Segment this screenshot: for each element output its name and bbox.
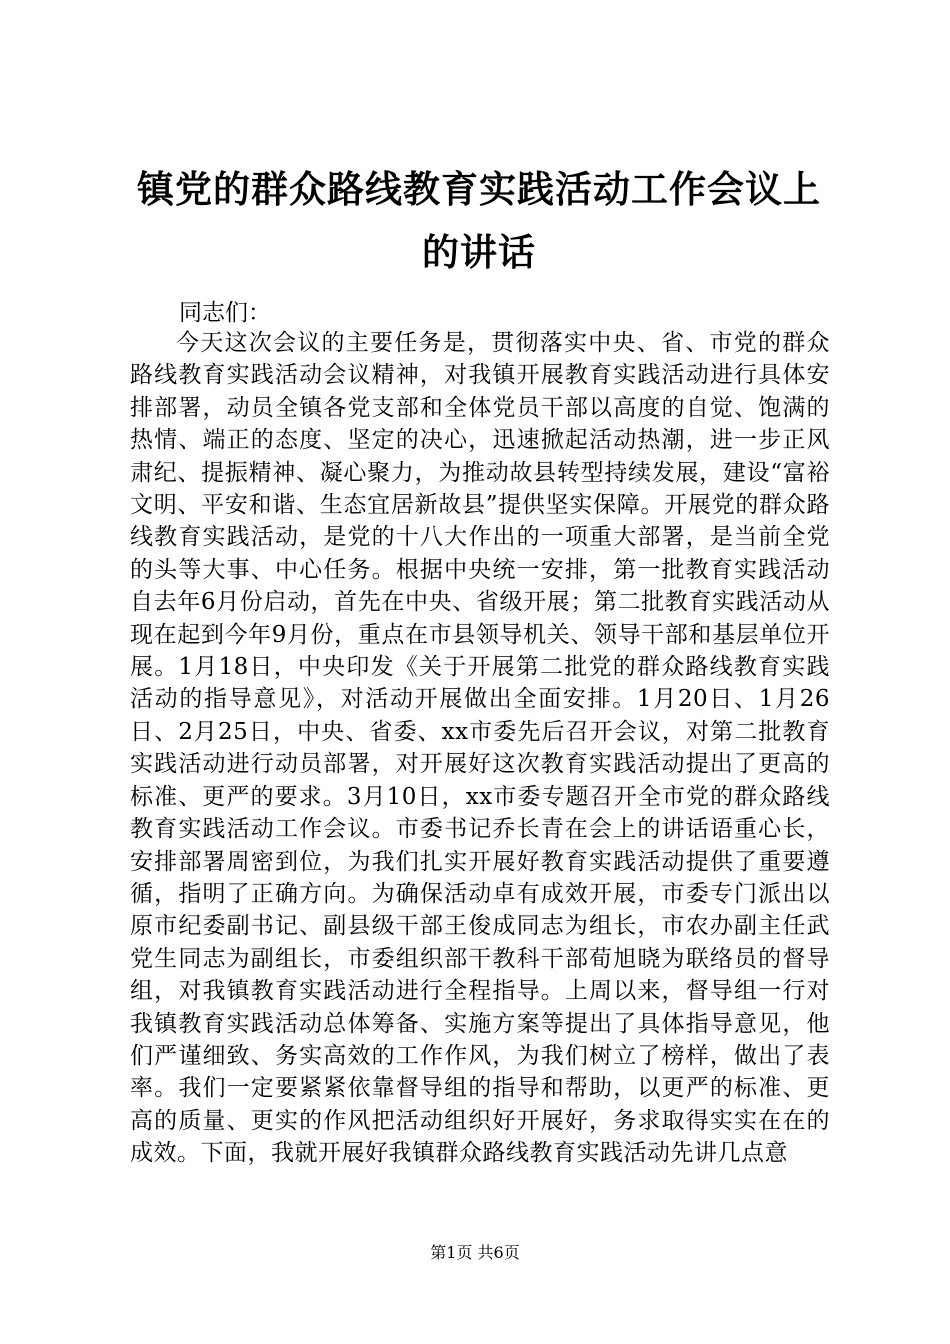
page-footer: 第1页 共6页 <box>430 1243 520 1262</box>
document-title: 镇党的群众路线教育实践活动工作会议上的讲话 <box>137 167 821 274</box>
salutation: 同志们： <box>179 300 271 326</box>
body-paragraph: 今天这次会议的主要任务是，贯彻落实中央、省、市党的群众路线教育实践活动会议精神，对我镇开展教育实践活动进行具体安排部署，动员全镇各党支部和全体党员干部以高度的自觉、饱满的热情、端正的态度、坚定的决心，迅速掀起活动热潮，进一步正风肃纪、提振精神、凝心聚力，为推动故县转型持续发展，建设“富裕文明、平安和谐、生态宜居新故县”提供坚实保障。开展党的群众路线教育实践活动，是党的十八大作出的一项重大部署，是当前全党的头等大事、中心任务。根据中央统一安排，第一批教育实践活动自去年6月份启动，首先在中央、省级开展；第二批教育实践活动从现在起到今年9月份，重点在市县领导机关、领导干部和基层单位开展。1月18日，中央印发《关于开展第二批党的群众路线教育实践活动的指导意见》，对活动开展做出全面安排。1月20日、1月26日、2月25日，中央、省委、xx市委先后召开会议，对第二批教育实践活动进行动员部署，对开展好这次教育实践活动提出了更高的标准、更严的要求。3月10日，xx市委专题召开全市党的群众路线教育实践活动工作会议。市委书记乔长青在会上的讲话语重心长，安排部署周密到位，为我们扎实开展好教育实践活动提供了重要遵循，指明了正确方向。为确保活动卓有成效开展，市委专门派出以原市纪委副书记、副县级干部王俊成同志为组长，市农办副主任武党生同志为副组长，市委组织部干教科干部荀旭晓为联络员的督导组，对我镇教育实践活动进行全程指导。上周以来，督导组一行对我镇教育实践活动总体筹备、实施方案等提出了具体指导意见，他们严谨细致、务实高效的工作作风，为我们树立了榜样，做出了表率。我们一定要紧紧依靠督导组的指导和帮助，以更严的标准、更高的质量、更实的作风把活动组织好开展好，务求取得实实在在的成效。下面，我就开展好我镇群众路线教育实践活动先讲几点意 <box>130 330 830 1167</box>
